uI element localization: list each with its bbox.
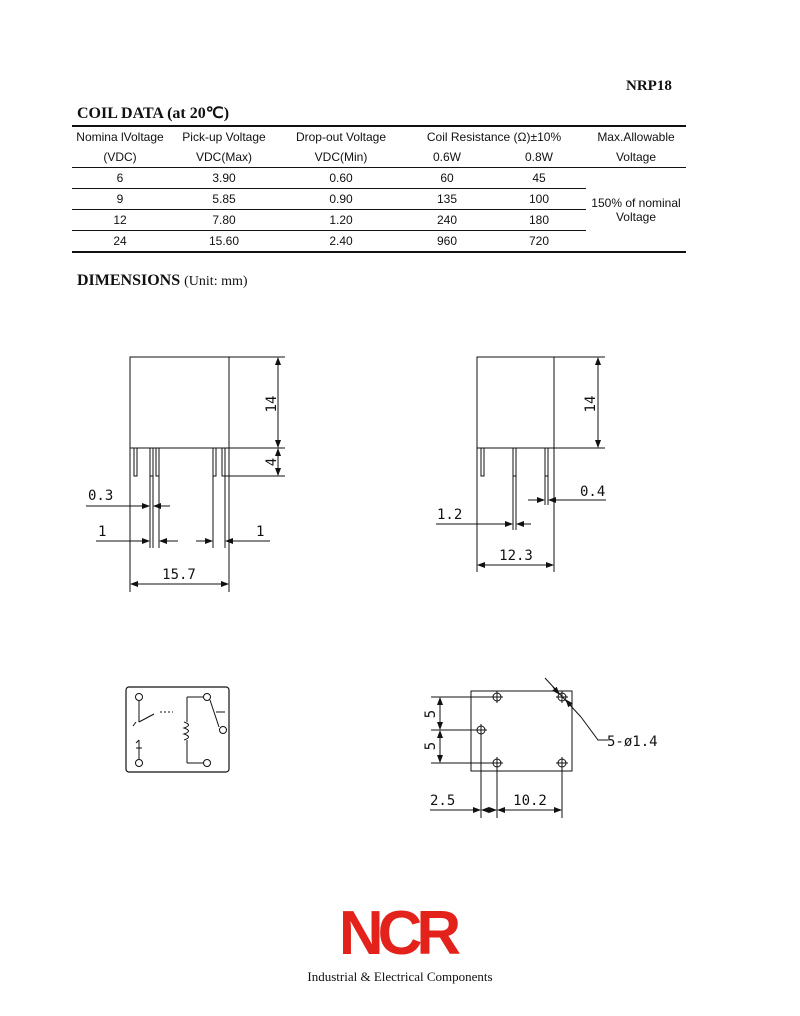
cell-res-06w: 60 [440, 171, 454, 185]
cell-dropout: 0.90 [280, 189, 402, 210]
header-dropout-unit: VDC(Min) [280, 147, 402, 168]
dim-pcb-pitch-b: 5 [423, 741, 439, 751]
cell-dropout: 2.40 [280, 231, 402, 253]
pin [213, 448, 216, 476]
pin [156, 448, 159, 476]
cell-dropout: 0.60 [329, 171, 353, 185]
pin [134, 448, 137, 476]
company-tagline: Industrial & Electrical Components [307, 969, 493, 984]
header-max-allowable: Max.Allowable [586, 126, 686, 147]
logo-letter-r: R [416, 899, 462, 968]
cell-nominal: 24 [72, 231, 168, 253]
coil-data-title: COIL DATA (at 20℃) [77, 105, 230, 122]
header-res-08w: 0.8W [492, 147, 586, 168]
dim-side-pin-width: 0.4 [580, 484, 606, 500]
header-pickup-unit: VDC(Max) [168, 147, 280, 168]
ncr-logo [0, 898, 800, 969]
dim-pcb-offset: 2.5 [430, 793, 456, 809]
pin [513, 448, 516, 476]
pin [481, 448, 484, 476]
dim-side-width: 12.3 [499, 548, 533, 564]
logo-letter-c: C [377, 899, 417, 968]
dim-pcb-holes: 5-ø1.4 [607, 734, 658, 750]
wiring-schematic [126, 687, 229, 772]
dim-pcb-span: 10.2 [513, 793, 547, 809]
coil-symbol [184, 722, 189, 740]
cell-pickup: 3.90 [212, 171, 236, 185]
relay-body-side [477, 357, 554, 448]
pcb-layout-drawing [423, 678, 658, 818]
dim-front-left-gap: 1 [98, 524, 107, 540]
max-note-line-1: 150% of nominal [591, 195, 681, 210]
dim-pcb-pitch-a: 5 [423, 709, 439, 719]
dim-front-right-gap: 1 [256, 524, 265, 540]
dim-side-pin-gap: 1.2 [437, 507, 463, 523]
header-dropout: Drop-out Voltage [280, 126, 402, 147]
dim-side-height: 14 [583, 395, 599, 413]
cell-dropout: 1.20 [280, 210, 402, 231]
cell-res-08w: 720 [492, 231, 586, 253]
logo-letter-n: N [338, 899, 378, 968]
side-view-drawing [436, 357, 606, 572]
cell-nominal: 12 [72, 210, 168, 231]
pin [150, 448, 153, 476]
dimensions-unit: (Unit: mm) [184, 274, 248, 289]
pin [545, 448, 548, 476]
model-number: NRP18 [626, 78, 672, 94]
header-resistance: Coil Resistance (Ω)±10% [402, 126, 586, 147]
header-max-allowable-2: Voltage [586, 147, 686, 168]
cell-res-08w: 100 [492, 189, 586, 210]
front-view-drawing [86, 357, 285, 592]
cell-res-08w: 45 [532, 171, 546, 185]
pcb-footprint [471, 691, 572, 771]
header-res-06w: 0.6W [402, 147, 492, 168]
cell-res-06w: 240 [402, 210, 492, 231]
cell-nominal: 6 [116, 171, 124, 185]
header-nominal-unit: (VDC) [72, 147, 168, 168]
cell-res-06w: 960 [402, 231, 492, 253]
dim-front-pin-width: 0.3 [88, 488, 114, 504]
cell-pickup: 15.60 [168, 231, 280, 253]
cell-nominal: 9 [72, 189, 168, 210]
cell-res-06w: 135 [402, 189, 492, 210]
cell-res-08w: 180 [492, 210, 586, 231]
dimensions-title-text: DIMENSIONS [77, 272, 181, 289]
relay-body-front [130, 357, 229, 448]
dim-front-pin: 4 [264, 457, 280, 467]
max-note-line-2: Voltage [615, 209, 657, 224]
cell-pickup: 7.80 [168, 210, 280, 231]
dim-front-height: 14 [264, 395, 280, 413]
dim-front-width: 15.7 [162, 567, 196, 583]
cell-pickup: 5.85 [168, 189, 280, 210]
header-pickup: Pick-up Voltage [168, 126, 280, 147]
header-nominal: Nomina lVoltage [72, 126, 168, 147]
pin [222, 448, 225, 476]
